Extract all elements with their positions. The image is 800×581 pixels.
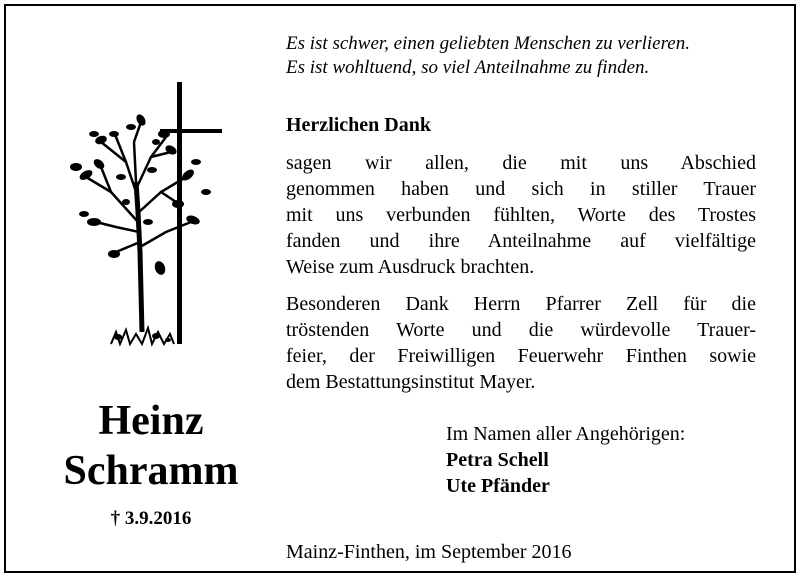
signature-intro: Im Namen aller Angehörigen: [446,423,686,445]
paragraph-line: dem Bestattungsinstitut Mayer. [286,371,536,393]
paragraph-line: feier, der Freiwilligen Feuerwehr Finthen sowie [286,345,756,367]
paragraph-line: Weise zum Ausdruck brachten. [286,256,535,278]
special-thanks-paragraph [286,291,756,395]
signature-name: Ute Pfänder [446,475,550,497]
obituary-notice [4,4,796,573]
death-date: † 3.9.2016 [110,508,192,529]
signature-name: Petra Schell [446,449,549,471]
heading: Herzlichen Dank [286,114,431,136]
quote-line-1: Es ist schwer, einen geliebten Menschen zu verlieren. [286,33,690,54]
deceased-last-name: Schramm [63,448,239,494]
place-date: Mainz-Finthen, im September 2016 [286,541,572,563]
paragraph-line: genommen haben und sich in stiller Trauer [286,178,756,200]
thanks-paragraph [286,150,756,280]
deceased-first-name: Heinz [98,398,204,444]
paragraph-line: sagen wir allen, die mit uns Abschied [286,152,756,174]
paragraph-line: Besonderen Dank Herrn Pfarrer Zell für die [286,293,756,315]
paragraph-line: mit uns verbunden fühlten, Worte des Trostes [286,204,756,226]
quote [286,32,766,80]
paragraph-line: tröstenden Worte und die würdevolle Trauer- [286,319,756,341]
quote-line-2: Es ist wohltuend, so viel Anteilnahme zu finden. [286,57,650,78]
paragraph-line: fanden und ihre Anteilnahme auf vielfältige [286,230,756,252]
signature-block [446,421,685,499]
tree-with-cross-icon [56,82,226,352]
deceased-block [36,396,266,530]
